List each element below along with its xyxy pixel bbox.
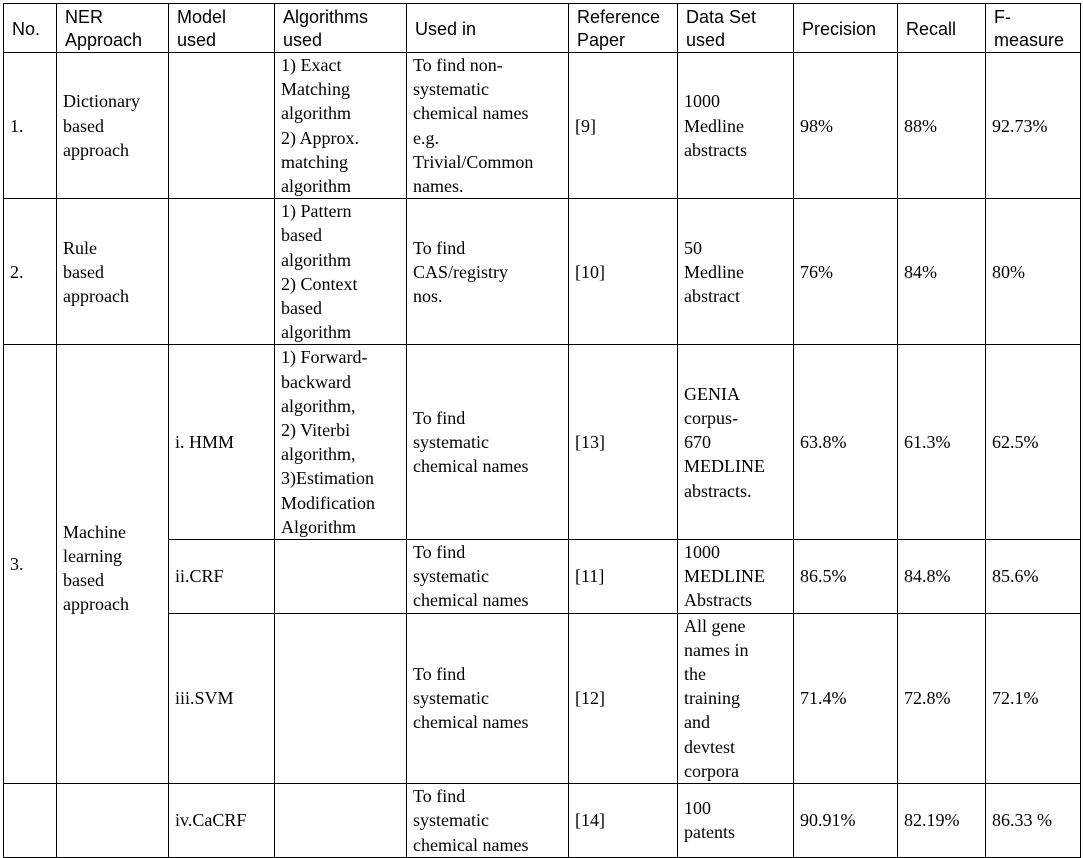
cell-model: ii.CRF (169, 540, 275, 614)
cell-model: i. HMM (169, 345, 275, 540)
cell-no: 1. (4, 53, 57, 199)
cell-used-in: To find CAS/registry nos. (407, 199, 569, 345)
cell-reference: [9] (569, 53, 678, 199)
header-f-measure: F- measure (986, 4, 1081, 53)
table-row (4, 784, 1081, 858)
header-used-in: Used in (407, 4, 569, 53)
cell-recall: 61.3% (898, 345, 986, 540)
cell-algorithms: 1) Exact Matching algorithm 2) Approx. matching algorithm (275, 53, 407, 199)
cell-recall: 84.8% (898, 540, 986, 614)
cell-no (4, 784, 57, 858)
cell-model (169, 53, 275, 199)
header-precision: Precision (794, 4, 898, 53)
table-row (4, 199, 1081, 345)
cell-approach: Rule based approach (57, 199, 169, 345)
cell-approach: Dictionary based approach (57, 53, 169, 199)
cell-precision: 86.5% (794, 540, 898, 614)
cell-data-set: 1000 Medline abstracts (678, 53, 794, 199)
cell-data-set: 100 patents (678, 784, 794, 858)
ner-comparison-table (3, 3, 1081, 858)
cell-reference: [13] (569, 345, 678, 540)
header-data-set-used: Data Set used (678, 4, 794, 53)
header-algorithms-used: Algorithms used (275, 4, 407, 53)
cell-f-measure: 80% (986, 199, 1081, 345)
cell-data-set: 50 Medline abstract (678, 199, 794, 345)
cell-approach: Machine learning based approach (57, 345, 169, 784)
cell-precision: 90.91% (794, 784, 898, 858)
cell-algorithms (275, 784, 407, 858)
table-row (4, 53, 1081, 199)
cell-used-in: To find systematic chemical names (407, 345, 569, 540)
cell-used-in: To find non- systematic chemical names e.g. Trivial/Common names. (407, 53, 569, 199)
cell-reference: [11] (569, 540, 678, 614)
header-ner-approach: NER Approach (57, 4, 169, 53)
cell-data-set: 1000 MEDLINE Abstracts (678, 540, 794, 614)
cell-f-measure: 85.6% (986, 540, 1081, 614)
cell-algorithms (275, 540, 407, 614)
cell-precision: 98% (794, 53, 898, 199)
header-row (4, 4, 1081, 53)
header-recall: Recall (898, 4, 986, 53)
cell-algorithms (275, 613, 407, 783)
cell-recall: 82.19% (898, 784, 986, 858)
cell-f-measure: 86.33 % (986, 784, 1081, 858)
cell-model (169, 199, 275, 345)
cell-f-measure: 62.5% (986, 345, 1081, 540)
cell-used-in: To find systematic chemical names (407, 613, 569, 783)
cell-approach (57, 784, 169, 858)
cell-no: 3. (4, 345, 57, 784)
cell-model: iii.SVM (169, 613, 275, 783)
header-no: No. (4, 4, 57, 53)
cell-reference: [12] (569, 613, 678, 783)
cell-used-in: To find systematic chemical names (407, 540, 569, 614)
cell-precision: 71.4% (794, 613, 898, 783)
cell-recall: 88% (898, 53, 986, 199)
cell-no: 2. (4, 199, 57, 345)
header-reference-paper: Reference Paper (569, 4, 678, 53)
cell-algorithms: 1) Forward- backward algorithm, 2) Viterbi algorithm, 3)Estimation Modification Algorithm (275, 345, 407, 540)
cell-precision: 63.8% (794, 345, 898, 540)
cell-data-set: All gene names in the training and devtest corpora (678, 613, 794, 783)
cell-used-in: To find systematic chemical names (407, 784, 569, 858)
header-model-used: Model used (169, 4, 275, 53)
cell-recall: 72.8% (898, 613, 986, 783)
cell-precision: 76% (794, 199, 898, 345)
cell-data-set: GENIA corpus- 670 MEDLINE abstracts. (678, 345, 794, 540)
cell-f-measure: 72.1% (986, 613, 1081, 783)
cell-reference: [14] (569, 784, 678, 858)
cell-model: iv.CaCRF (169, 784, 275, 858)
cell-f-measure: 92.73% (986, 53, 1081, 199)
cell-algorithms: 1) Pattern based algorithm 2) Context based algorithm (275, 199, 407, 345)
cell-reference: [10] (569, 199, 678, 345)
cell-recall: 84% (898, 199, 986, 345)
table-row (4, 345, 1081, 540)
